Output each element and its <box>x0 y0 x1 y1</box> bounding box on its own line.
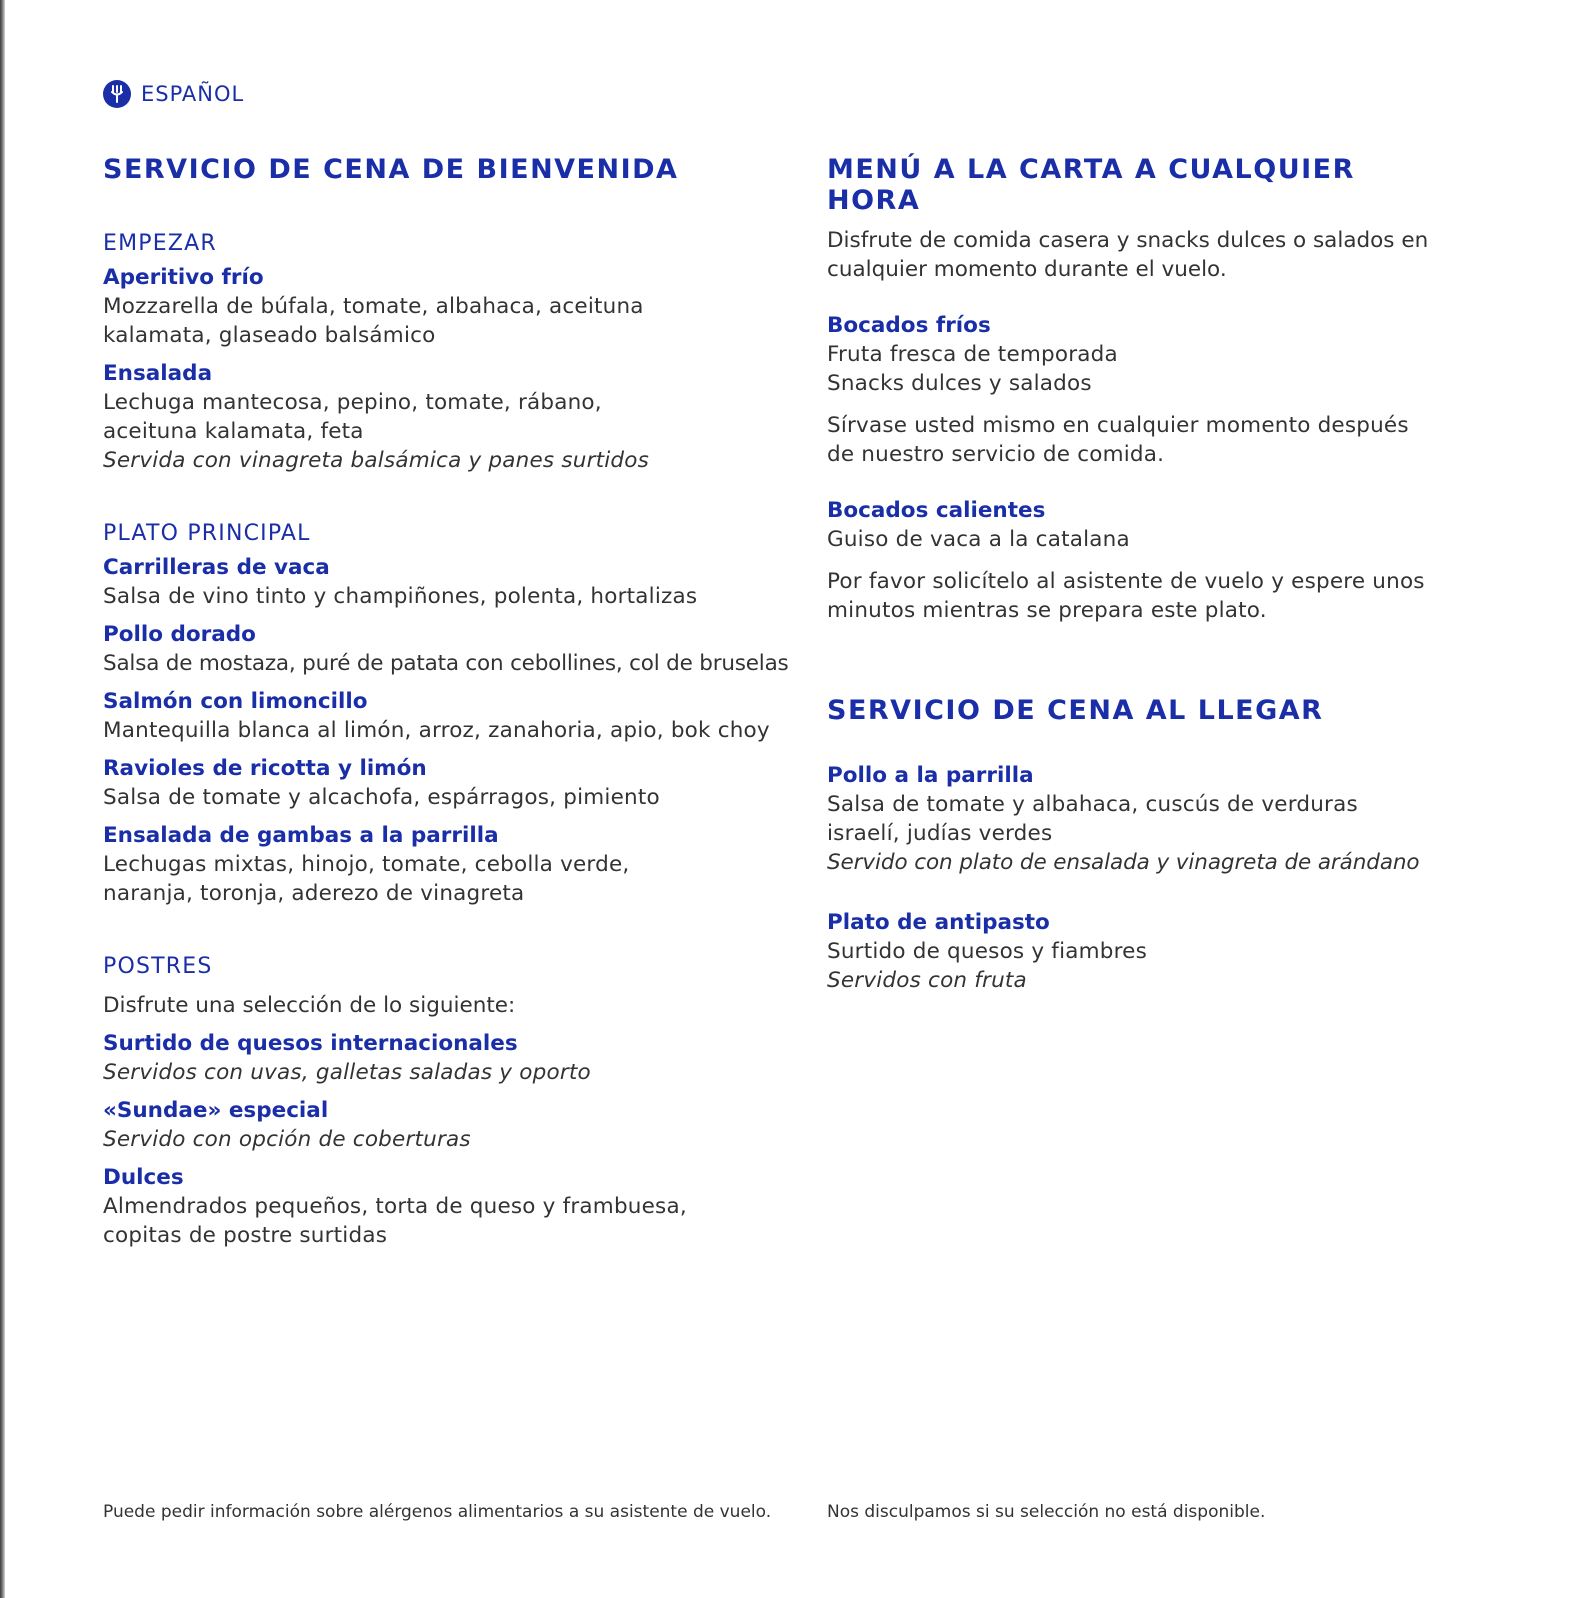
item-note: Por favor solicítelo al asistente de vuelo y espere unos minutos mientras se prepara este plato. <box>827 569 1425 623</box>
language-label <box>103 80 244 108</box>
item-desc: Salsa de vino tinto y champiñones, polenta, hortalizas <box>103 584 698 609</box>
item-name: Ensalada <box>103 361 213 386</box>
welcome-title: SERVICIO DE CENA DE BIENVENIDA <box>103 154 679 185</box>
item-line: Fruta fresca de temporada <box>827 342 1118 367</box>
menu-item <box>103 755 793 812</box>
page-edge-shadow <box>0 0 5 1598</box>
item-desc: Surtido de quesos y fiambres <box>827 939 1148 964</box>
menu-item <box>103 1164 793 1250</box>
item-name: Plato de antipasto <box>827 910 1050 935</box>
item-line: Guiso de vaca a la catalana <box>827 527 1130 552</box>
item-name: Salmón con limoncillo <box>103 689 368 714</box>
item-desc: Salsa de mostaza, puré de patata con cebollines, col de bruselas <box>103 651 789 676</box>
dessert-intro: Disfrute una selección de lo siguiente: <box>103 993 516 1018</box>
dessert-heading: POSTRES <box>103 954 213 979</box>
item-desc: Lechuga mantecosa, pepino, tomate, rábano, aceituna kalamata, feta <box>103 390 602 444</box>
item-name: Dulces <box>103 1165 184 1190</box>
menu-item <box>827 909 1457 995</box>
menu-item <box>827 762 1457 877</box>
menu-item <box>103 264 793 350</box>
item-note: Servidos con fruta <box>827 968 1027 993</box>
menu-item <box>103 621 793 678</box>
item-name: Surtido de quesos internacionales <box>103 1031 518 1056</box>
item-note: Servido con opción de coberturas <box>103 1127 471 1152</box>
item-desc: Salsa de tomate y alcachofa, espárragos, pimiento <box>103 785 660 810</box>
anytime-column <box>827 154 1457 995</box>
item-desc: Salsa de tomate y albahaca, cuscús de verduras israelí, judías verdes <box>827 792 1358 846</box>
fork-icon <box>103 80 131 108</box>
menu-item <box>103 360 793 475</box>
item-desc: Mantequilla blanca al limón, arroz, zanahoria, apio, bok choy <box>103 718 770 743</box>
menu-item <box>103 688 793 745</box>
item-note: Servidos con uvas, galletas saladas y oporto <box>103 1060 591 1085</box>
starter-heading: EMPEZAR <box>103 231 217 256</box>
item-desc: Almendrados pequeños, torta de queso y frambuesa, copitas de postre surtidas <box>103 1194 687 1248</box>
menu-item <box>827 497 1457 625</box>
allergen-footnote: Puede pedir información sobre alérgenos alimentarios a su asistente de vuelo. <box>103 1502 772 1522</box>
anytime-intro: Disfrute de comida casera y snacks dulces o salados en cualquier momento durante el vuelo. <box>827 228 1429 282</box>
item-note: Sírvase usted mismo en cualquier momento después de nuestro servicio de comida. <box>827 413 1409 467</box>
menu-item <box>103 822 793 908</box>
main-heading: PLATO PRINCIPAL <box>103 521 311 546</box>
item-name: «Sundae» especial <box>103 1098 329 1123</box>
arrival-title: SERVICIO DE CENA AL LLEGAR <box>827 695 1324 726</box>
menu-item <box>103 1030 793 1087</box>
language-text: ESPAÑOL <box>141 82 245 106</box>
item-name: Bocados fríos <box>827 313 991 338</box>
item-note: Servida con vinagreta balsámica y panes surtidos <box>103 448 650 473</box>
item-name: Ravioles de ricotta y limón <box>103 756 427 781</box>
availability-footnote: Nos disculpamos si su selección no está disponible. <box>827 1502 1266 1522</box>
item-name: Pollo a la parrilla <box>827 763 1034 788</box>
item-desc: Mozzarella de búfala, tomate, albahaca, aceituna kalamata, glaseado balsámico <box>103 294 644 348</box>
menu-item <box>103 554 793 611</box>
item-desc: Lechugas mixtas, hinojo, tomate, cebolla verde, naranja, toronja, aderezo de vinagreta <box>103 852 630 906</box>
welcome-dinner-column <box>103 154 793 1250</box>
menu-item <box>827 312 1457 469</box>
menu-item <box>103 1097 793 1154</box>
item-note: Servido con plato de ensalada y vinagreta de arándano <box>827 850 1420 875</box>
item-name: Bocados calientes <box>827 498 1046 523</box>
item-name: Carrilleras de vaca <box>103 555 330 580</box>
anytime-title: MENÚ A LA CARTA A CUALQUIER HORA <box>827 154 1355 216</box>
item-name: Aperitivo frío <box>103 265 264 290</box>
item-name: Pollo dorado <box>103 622 256 647</box>
item-name: Ensalada de gambas a la parrilla <box>103 823 499 848</box>
item-line: Snacks dulces y salados <box>827 371 1092 396</box>
